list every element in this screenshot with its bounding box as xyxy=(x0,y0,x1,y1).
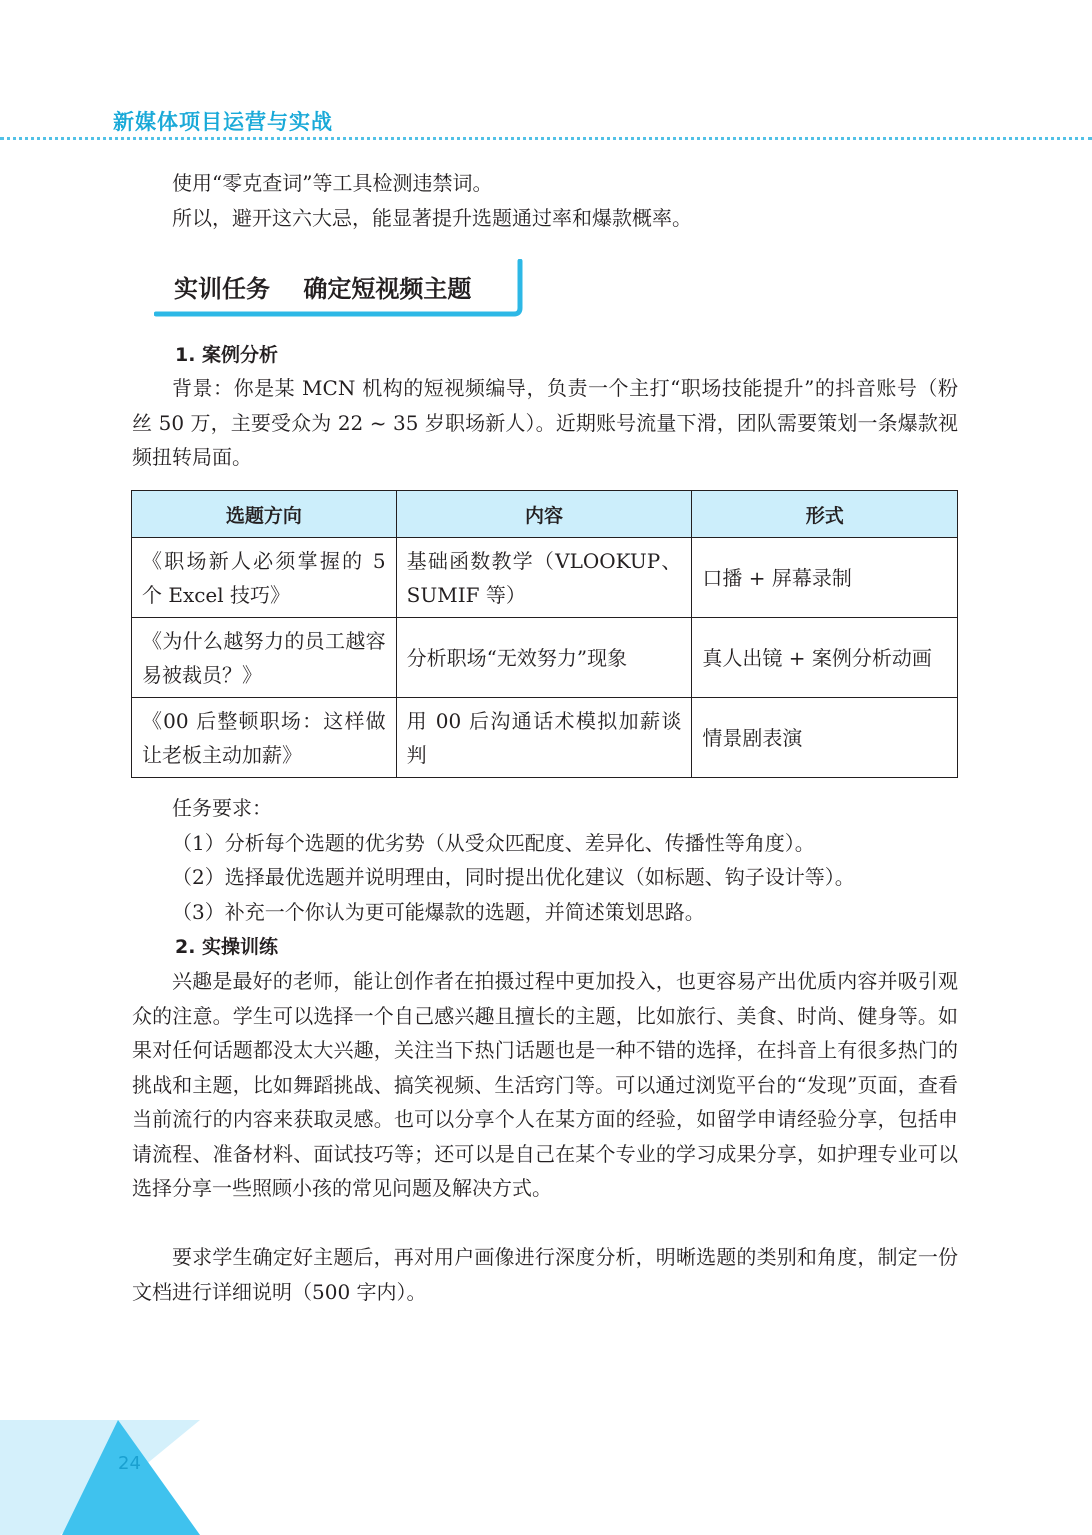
table-cell: 口播 + 屏幕录制 xyxy=(692,538,958,618)
header-divider xyxy=(0,137,1092,140)
task-banner xyxy=(154,259,524,321)
requirement-item: （1）分析每个选题的优劣势（从受众匹配度、差异化、传播性等角度）。 xyxy=(172,831,815,855)
table-cell: 《为什么越努力的员工越容易被裁员？》 xyxy=(132,618,397,698)
corner-shapes xyxy=(0,1420,200,1535)
requirements-label: 任务要求： xyxy=(172,796,272,820)
page-number: 24 xyxy=(118,1453,141,1474)
case-heading: 1. 案例分析 xyxy=(175,344,279,366)
table-cell: 情景剧表演 xyxy=(692,698,958,778)
task-title: 实训任务 确定短视频主题 xyxy=(174,275,472,303)
table-cell: 真人出镜 + 案例分析动画 xyxy=(692,618,958,698)
practice-paragraph-1: 兴趣是最好的老师，能让创作者在拍摄过程中更加投入，也更容易产出优质内容并吸引观众的注意。学生可以选择一个自己感兴趣且擅长的主题，比如旅行、美食、时尚、健身等。如果对任何话题都没太大兴趣，关注当下热门话题也是一种不错的选择，在抖音上有很多热门的挑战和主题，比如舞蹈挑战、搞笑视频、生活窍门等。可以通过浏览平台的“发现”页面，查看当前流行的内容来获取灵感。也可以分享个人在某方面的经验，如留学申请经验分享，包括申请流程、准备材料、面试技巧等；还可以是自己在某个专业的学习成果分享，如护理专业可以选择分享一些照顾小孩的常见问题及解决方式。 xyxy=(132,969,958,1200)
table-cell: 《职场新人必须掌握的 5 个 Excel 技巧》 xyxy=(132,538,397,618)
table-header: 形式 xyxy=(692,491,958,538)
topic-table xyxy=(131,490,958,778)
table-row xyxy=(132,698,958,778)
case-background: 背景：你是某 MCN 机构的短视频编导，负责一个主打“职场技能提升”的抖音账号（粉丝 50 万，主要受众为 22 ~ 35 岁职场新人）。近期账号流量下滑，团队需要策划一条爆款视频扭转局面。 xyxy=(132,376,958,469)
table-header: 内容 xyxy=(396,491,692,538)
page-corner-decoration xyxy=(0,1420,200,1535)
intro-line-1: 使用“零克查词”等工具检测违禁词。 xyxy=(172,171,493,195)
intro-line-2: 所以，避开这六大忌，能显著提升选题通过率和爆款概率。 xyxy=(172,206,692,230)
book-title: 新媒体项目运营与实战 xyxy=(113,110,333,134)
practice-heading: 2. 实操训练 xyxy=(175,936,279,958)
table-header-row xyxy=(132,491,958,538)
table-cell: 分析职场“无效努力”现象 xyxy=(396,618,692,698)
table-cell: 基础函数教学（VLOOKUP、SUMIF 等） xyxy=(396,538,692,618)
practice-paragraph-2: 要求学生确定好主题后，再对用户画像进行深度分析，明晰选题的类别和角度，制定一份文档进行详细说明（500 字内）。 xyxy=(132,1245,958,1304)
table-row xyxy=(132,538,958,618)
requirement-item: （2）选择最优选题并说明理由，同时提出优化建议（如标题、钩子设计等）。 xyxy=(172,865,855,889)
table-cell: 《00 后整顿职场：这样做让老板主动加薪》 xyxy=(132,698,397,778)
table-header: 选题方向 xyxy=(132,491,397,538)
table-cell: 用 00 后沟通话术模拟加薪谈判 xyxy=(396,698,692,778)
table-row xyxy=(132,618,958,698)
requirement-item: （3）补充一个你认为更可能爆款的选题，并简述策划思路。 xyxy=(172,900,705,924)
